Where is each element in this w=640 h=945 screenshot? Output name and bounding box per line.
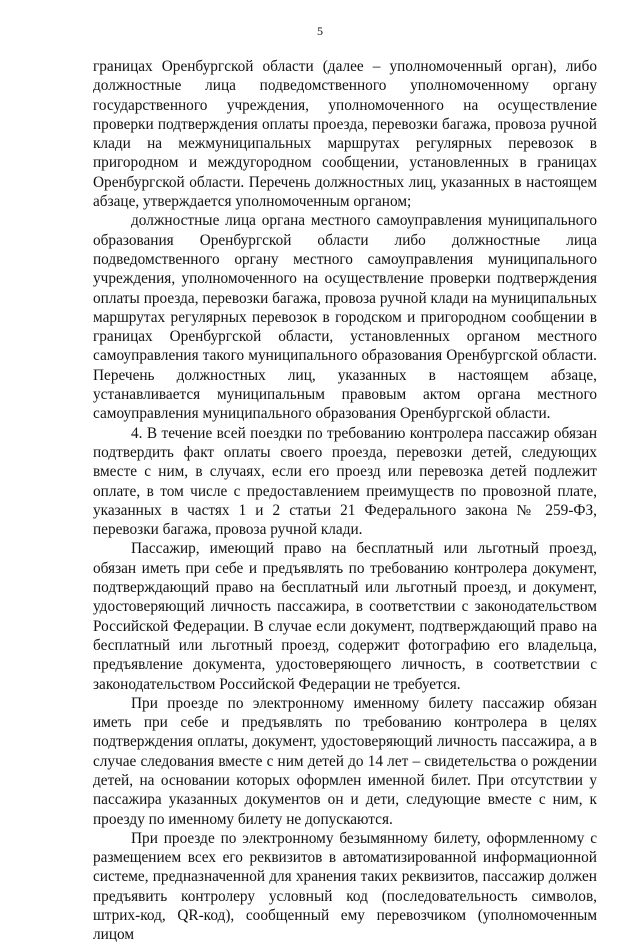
paragraph-municipal-officials: должностные лица органа местного самоуправления муниципального образования Оренбургской области либо должностные лица подведомственного органу местного самоуправления муниципального учреждения, уполномоченного на осуществление проверки подтверждения оплаты проезда, перевозки багажа, провоза ручной клади на муниципальных маршрутах регулярных перевозок в городском и пригородном сообщении в границах Оренбургской области, установленных органом местного самоуправления такого муниципального образования Оренбургской области. Перечень должностных лиц, указанных в настоящем абзаце, устанавливается муниципальным правовым актом органа местного самоуправления муниципального образования Оренбургской области.	[93, 212, 597, 423]
paragraph-named-ticket: При проезде по электронному именному билету пассажир обязан иметь при себе и предъявлять по требованию контролера в целях подтверждения оплаты, документ, удостоверяющий личность пассажира, а в случае следования вместе с ним детей до 14 лет – свидетельства о рождении детей, на основании которых оформлен именной билет. При отсутствии у пассажира указанных документов он и дети, следующие вместе с ним, к проезду по именному билету не допускаются.	[93, 694, 597, 828]
paragraph-free-travel: Пассажир, имеющий право на бесплатный или льготный проезд, обязан иметь при себе и предъявлять по требованию контролера документ, подтверждающий право на бесплатный или льготный проезд, и документ, удостоверяющий личность пассажира, в соответствии с законодательством Российской Федерации. В случае если документ, подтверждающий право на бесплатный или льготный проезд, содержит фотографию его владельца, предъявление документа, удостоверяющего личность, в соответствии с законодательством Российской Федерации не требуется.	[93, 540, 597, 693]
paragraph-anonymous-ticket: При проезде по электронному безымянному билету, оформленному с размещением всех его реквизитов в автоматизированной информационной системе, предназначенной для хранения таких реквизитов, пассажир должен предъявить контролеру условный код (последовательность символов, штрих-код, QR-код), сообщенный ему перевозчиком (уполномоченным лицом	[93, 829, 597, 944]
paragraph-item-4: 4. В течение всей поездки по требованию контролера пассажир обязан подтвердить факт оплаты своего проезда, перевозки детей, следующих вместе с ним, в случаях, если его проезд или перевозка детей подлежит оплате, в том числе с предоставлением преимуществ по провозной плате, указанных в частях 1 и 2 статьи 21 Федерального закона № 259-ФЗ, перевозки багажа, провоза ручной клади.	[93, 424, 597, 539]
page-number: 5	[317, 24, 323, 38]
paragraph-continuation: границах Оренбургской области (далее – уполномоченный орган), либо должностные лица подведомственного уполномоченному органу государственного учреждения, уполномоченного на осуществление проверки подтверждения оплаты проезда, перевозки багажа, провоза ручной клади на межмуниципальных маршрутах регулярных перевозок в пригородном и междугородном сообщении, установленных в границах Оренбургской области. Перечень должностных лиц, указанных в настоящем абзаце, утверждается уполномоченным органом;	[93, 58, 597, 211]
document-body	[93, 57, 597, 945]
